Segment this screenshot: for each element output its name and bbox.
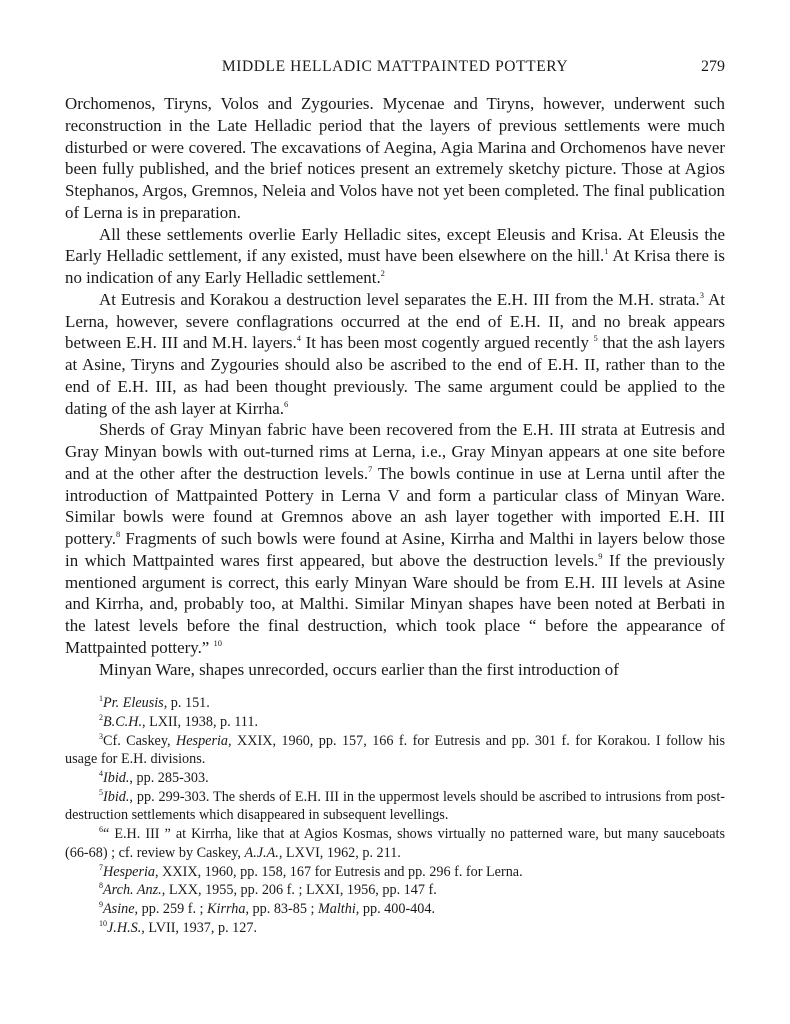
text-run: , pp. 299-303. The sherds of E.H. III in the uppermost levels should be ascribed to intrusions from post-destruction settlements which disappeared in subsequent levellings. <box>65 788 725 824</box>
paragraph <box>65 93 725 224</box>
italic-citation: Malthi <box>317 900 356 917</box>
footnote-number: 10 <box>99 918 107 928</box>
text-run: The bowls continue in use at Lerna until after the introduction of Mattpainted Pottery in Lerna V and form a particular class of Minyan Ware. Similar bowls were found at Gremnos above an ash layer together with imported E.H. III pottery. <box>65 463 726 548</box>
italic-citation: Ibid. <box>103 770 130 787</box>
footnote-ref: 8 <box>115 529 121 539</box>
footnote-number: 7 <box>99 862 103 872</box>
paragraph <box>65 289 725 420</box>
text-run: Fragments of such bowls were found at Asine, Kirrha and Malthi in layers below those in which Mattpainted wares first appeared, but above the destruction levels. <box>65 529 725 570</box>
text-run: All these settlements overlie Early Helladic sites, except Eleusis and Krisa. At Eleusis the Early Helladic settlement, if any existed, must have been elsewhere on the hill. <box>65 224 725 266</box>
footnote-number: 3 <box>99 731 103 741</box>
footnote <box>65 900 725 919</box>
text-run: , LVII, 1937, p. 127. <box>141 919 258 936</box>
footnote <box>65 732 725 769</box>
footnote-ref: 5 <box>593 333 598 344</box>
footnote <box>65 825 725 862</box>
text-run: At Krisa there is no indication of any Early Helladic settlement. <box>65 246 725 287</box>
text-run: “ E.H. III ” at Kirrha, like that at Agios Kosmas, shows virtually no patterned ware, but many sauceboats (66-68) ; cf. review by Caskey, <box>65 826 725 861</box>
footnote-ref: 9 <box>598 550 603 561</box>
text-run: , pp. 400-404. <box>355 900 436 917</box>
footnote <box>65 769 725 788</box>
text-run: , XXIX, 1960, pp. 157, 166 f. for Eutresis and pp. 301 f. for Korakou. I follow his usage for E.H. divisions. <box>65 732 726 768</box>
text-run: , XXIX, 1960, pp. 158, 167 for Eutresis and pp. 296 f. for Lerna. <box>155 863 523 880</box>
running-title: MIDDLE HELLADIC MATTPAINTED POTTERY <box>221 58 569 75</box>
paragraph <box>65 419 725 658</box>
italic-citation: Kirrha <box>207 900 246 917</box>
text-run: , pp. 83-85 ; <box>245 900 318 917</box>
text-run: that the ash layers at Asine, Tiryns and Zygouries should also be ascribed to the end of E.H. II, rather than to the end of E.H. III, as had been thought previously. The same argument could be applied to the dating of the ash layer at Kirrha. <box>65 333 726 418</box>
footnote-ref: 6 <box>284 398 289 409</box>
text-run: Orchomenos, Tiryns, Volos and Zygouries. Mycenae and Tiryns, however, underwent such reconstruction in the Late Helladic period that the layers of previous settlements were much disturbed or were covered. The excavations of Aegina, Agia Marina and Orchomenos have never been fully published, and the brief notices present an extremely sketchy picture. Those at Agios Stephanos, Argos, Gremnos, Neleia and Volos have not yet been completed. The final publication of Lerna is in preparation. <box>65 94 725 222</box>
italic-citation: Pr. Eleusis <box>103 695 164 712</box>
body-text <box>65 93 725 680</box>
footnote-number: 5 <box>99 787 103 797</box>
italic-citation: Asine <box>103 900 135 917</box>
page-number: 279 <box>701 58 725 75</box>
paragraph <box>65 224 725 289</box>
text-run: Sherds of Gray Minyan fabric have been recovered from the E.H. III strata at Eutresis and Gray Minyan bowls with out-turned rims at Lerna, i.e., Gray Minyan appears at one site before and at the other after the destruction levels. <box>65 420 725 483</box>
footnote-ref: 3 <box>699 289 705 300</box>
text-run: Minyan Ware, shapes unrecorded, occurs earlier than the first introduction of <box>99 659 619 679</box>
italic-citation: Hesperia <box>176 732 229 749</box>
running-header <box>65 58 725 80</box>
footnote-number: 1 <box>99 694 103 704</box>
footnote <box>65 694 725 713</box>
italic-citation: A.J.A. <box>244 844 279 861</box>
text-run: At Eutresis and Korakou a destruction level separates the E.H. III from the M.H. strata. <box>99 289 700 309</box>
footnote-ref: 7 <box>368 463 373 474</box>
text-run: It has been most cogently argued recently <box>300 333 594 353</box>
text-run: , p. 151. <box>163 695 210 712</box>
text-run: , LXII, 1938, p. 111. <box>142 713 258 730</box>
italic-citation: J.H.S. <box>107 919 142 936</box>
italic-citation: Ibid. <box>103 788 130 805</box>
footnote <box>65 788 725 825</box>
footnote <box>65 881 725 900</box>
footnote-ref: 10 <box>213 637 223 648</box>
footnote <box>65 713 725 732</box>
footnote-number: 2 <box>99 712 103 722</box>
text-run: , LXX, 1955, pp. 206 f. ; LXXI, 1956, pp. 147 f. <box>161 882 437 899</box>
footnote <box>65 863 725 882</box>
footnote-number: 8 <box>99 881 103 891</box>
footnote-ref: 1 <box>604 246 609 257</box>
text-run: , LXVI, 1962, p. 211. <box>278 844 401 861</box>
italic-citation: B.C.H. <box>103 713 143 730</box>
text-run: If the previously mentioned argument is correct, this early Minyan Ware should be from E.H. III levels at Asine and Kirrha, and, probably too, at Malthi. Similar Minyan shapes have been noted at Berbati in the latest levels before the final destruction, which took place “ before the appearance of Mattpainted pottery.” <box>65 550 725 657</box>
italic-citation: Hesperia <box>103 863 156 880</box>
paragraph <box>65 659 725 681</box>
book-page <box>65 58 725 937</box>
text-run: , pp. 285-303. <box>129 770 209 787</box>
text-run: At Lerna, however, severe conflagrations occurred at the end of E.H. II, and no break appears between E.H. III and M.H. layers. <box>65 289 725 353</box>
footnote-number: 6 <box>99 825 103 835</box>
italic-citation: Arch. Anz. <box>103 882 162 899</box>
text-run: , pp. 259 f. ; <box>134 900 208 917</box>
footnote-number: 9 <box>99 899 103 909</box>
footnotes <box>65 694 725 937</box>
footnote-number: 4 <box>99 769 103 779</box>
footnote-ref: 2 <box>380 268 385 278</box>
text-run: Cf. Caskey, <box>103 732 176 749</box>
footnote <box>65 919 725 938</box>
footnote-ref: 4 <box>296 333 301 344</box>
